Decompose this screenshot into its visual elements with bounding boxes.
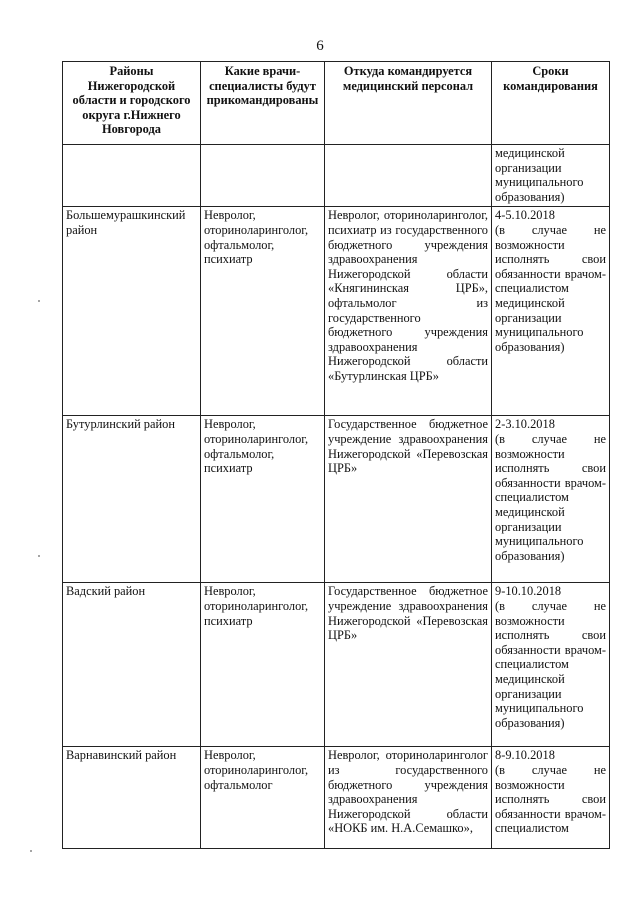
header-origin: Откуда командируется медицинский персонал — [325, 62, 492, 145]
continuation-cell-3 — [325, 145, 492, 207]
header-doctors: Какие врачи-специалисты будут прикомандированы — [201, 62, 325, 145]
header-dates: Сроки командирования — [492, 62, 610, 145]
continuation-cell-1 — [63, 145, 201, 207]
origin-cell: Государственное бюджетное учреждение здравоохранения Нижегородской «Перевозская ЦРБ» — [325, 583, 492, 747]
table-row-continuation — [63, 145, 610, 207]
scan-speck — [38, 555, 40, 557]
origin-cell: Государственное бюджетное учреждение здравоохранения Нижегородской «Перевозская ЦРБ» — [325, 416, 492, 583]
dates-cell — [492, 583, 610, 747]
table-row — [63, 583, 610, 747]
table-header-row — [63, 62, 610, 145]
dates-note: (в случае не возможности исполнять свои обязанности врачом-специалистом медицинской организации муниципального образования) — [495, 598, 606, 730]
dates-cell — [492, 207, 610, 416]
table-row — [63, 416, 610, 583]
district-cell: Большемурашкинский район — [63, 207, 201, 416]
scan-speck — [30, 850, 32, 852]
district-cell: Варнавинский район — [63, 747, 201, 849]
table-row — [63, 747, 610, 849]
dates-value: 2-3.10.2018 — [495, 417, 555, 432]
dates-cell — [492, 416, 610, 583]
dates-cell — [492, 747, 610, 849]
origin-cell: Невролог, оториноларинголог, психиатр из государственного бюджетного учреждения здравоохранения Нижегородской области «Княгининская ЦРБ», офтальмолог из государственного бюджетного учреждения здравоохранения Нижегородской области «Бутурлинская ЦРБ» — [325, 207, 492, 416]
origin-cell: Невролог, оториноларинголог из государственного бюджетного учреждения здравоохранения Нижегородской области «НОКБ им. Н.А.Семашко», — [325, 747, 492, 849]
table-row — [63, 207, 610, 416]
scan-speck — [38, 300, 40, 302]
doctors-cell: Невролог, оториноларинголог, офтальмолог, психиатр — [201, 416, 325, 583]
dates-value: 9-10.10.2018 — [495, 584, 562, 599]
doctors-cell: Невролог, оториноларинголог, психиатр — [201, 583, 325, 747]
assignment-table — [62, 61, 610, 849]
dates-note: (в случае не возможности исполнять свои обязанности врачом-специалистом медицинской организации муниципального образования) — [495, 431, 606, 563]
continuation-dates-note: медицинской организации муниципального образования) — [492, 145, 610, 207]
dates-value: 4-5.10.2018 — [495, 208, 555, 223]
doctors-cell: Невролог, оториноларинголог, офтальмолог, психиатр — [201, 207, 325, 416]
doctors-cell: Невролог, оториноларинголог, офтальмолог — [201, 747, 325, 849]
dates-note: (в случае не возможности исполнять свои обязанности врачом-специалистом медицинской организации муниципального образования) — [495, 222, 606, 354]
district-cell: Вадский район — [63, 583, 201, 747]
page-number: 6 — [316, 38, 324, 54]
dates-value: 8-9.10.2018 — [495, 748, 555, 763]
continuation-cell-2 — [201, 145, 325, 207]
header-districts: Районы Нижегородской области и городского округа г.Нижнего Новгорода — [63, 62, 201, 145]
dates-note: (в случае не возможности исполнять свои обязанности врачом-специалистом — [495, 762, 606, 836]
district-cell: Бутурлинский район — [63, 416, 201, 583]
